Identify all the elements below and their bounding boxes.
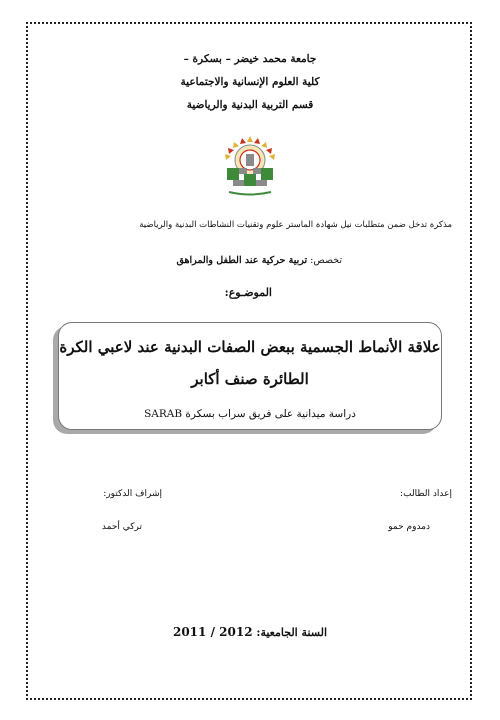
university-crest-icon — [217, 130, 283, 198]
department-name: قسم التربية البدنية والرياضية — [186, 99, 314, 111]
thesis-subtitle: دراسة ميدانية على فريق سراب بسكرة SARAB — [144, 408, 356, 420]
supervisor-label: إشراف الدكتور: — [103, 489, 162, 499]
academic-year-value: 2012 / 2011 — [172, 625, 253, 639]
subject-label: الموضـوع: — [224, 286, 272, 299]
thesis-title-line2: الطائرة صنف أكابر — [191, 370, 309, 388]
memo-description: مذكرة تدخل ضمن متطلبات نيل شهادة الماستر علوم وتقنيات النشاطات البدنية والرياضية — [139, 220, 452, 230]
student-name: دمدوم حمو — [388, 522, 430, 532]
university-name: جامعة محمد خيضر – بسكرة – — [183, 53, 317, 65]
academic-year-label: السنة الجامعية: — [256, 626, 327, 639]
specialization-line — [177, 255, 342, 266]
specialization-label: تخصص: — [310, 255, 342, 266]
faculty-name: كلية العلوم الإنسانية والاجتماعية — [180, 76, 320, 88]
specialization-value: تربية حركية عند الطفل والمراهق — [176, 255, 308, 266]
thesis-title-line1: علاقة الأنماط الجسمية ببعض الصفات البدنية عند لاعبي الكرة — [59, 338, 441, 356]
academic-year — [0, 625, 500, 639]
supervisor-name: تركي أحمد — [101, 522, 142, 532]
prepared-by-label: إعداد الطالب: — [400, 489, 452, 499]
